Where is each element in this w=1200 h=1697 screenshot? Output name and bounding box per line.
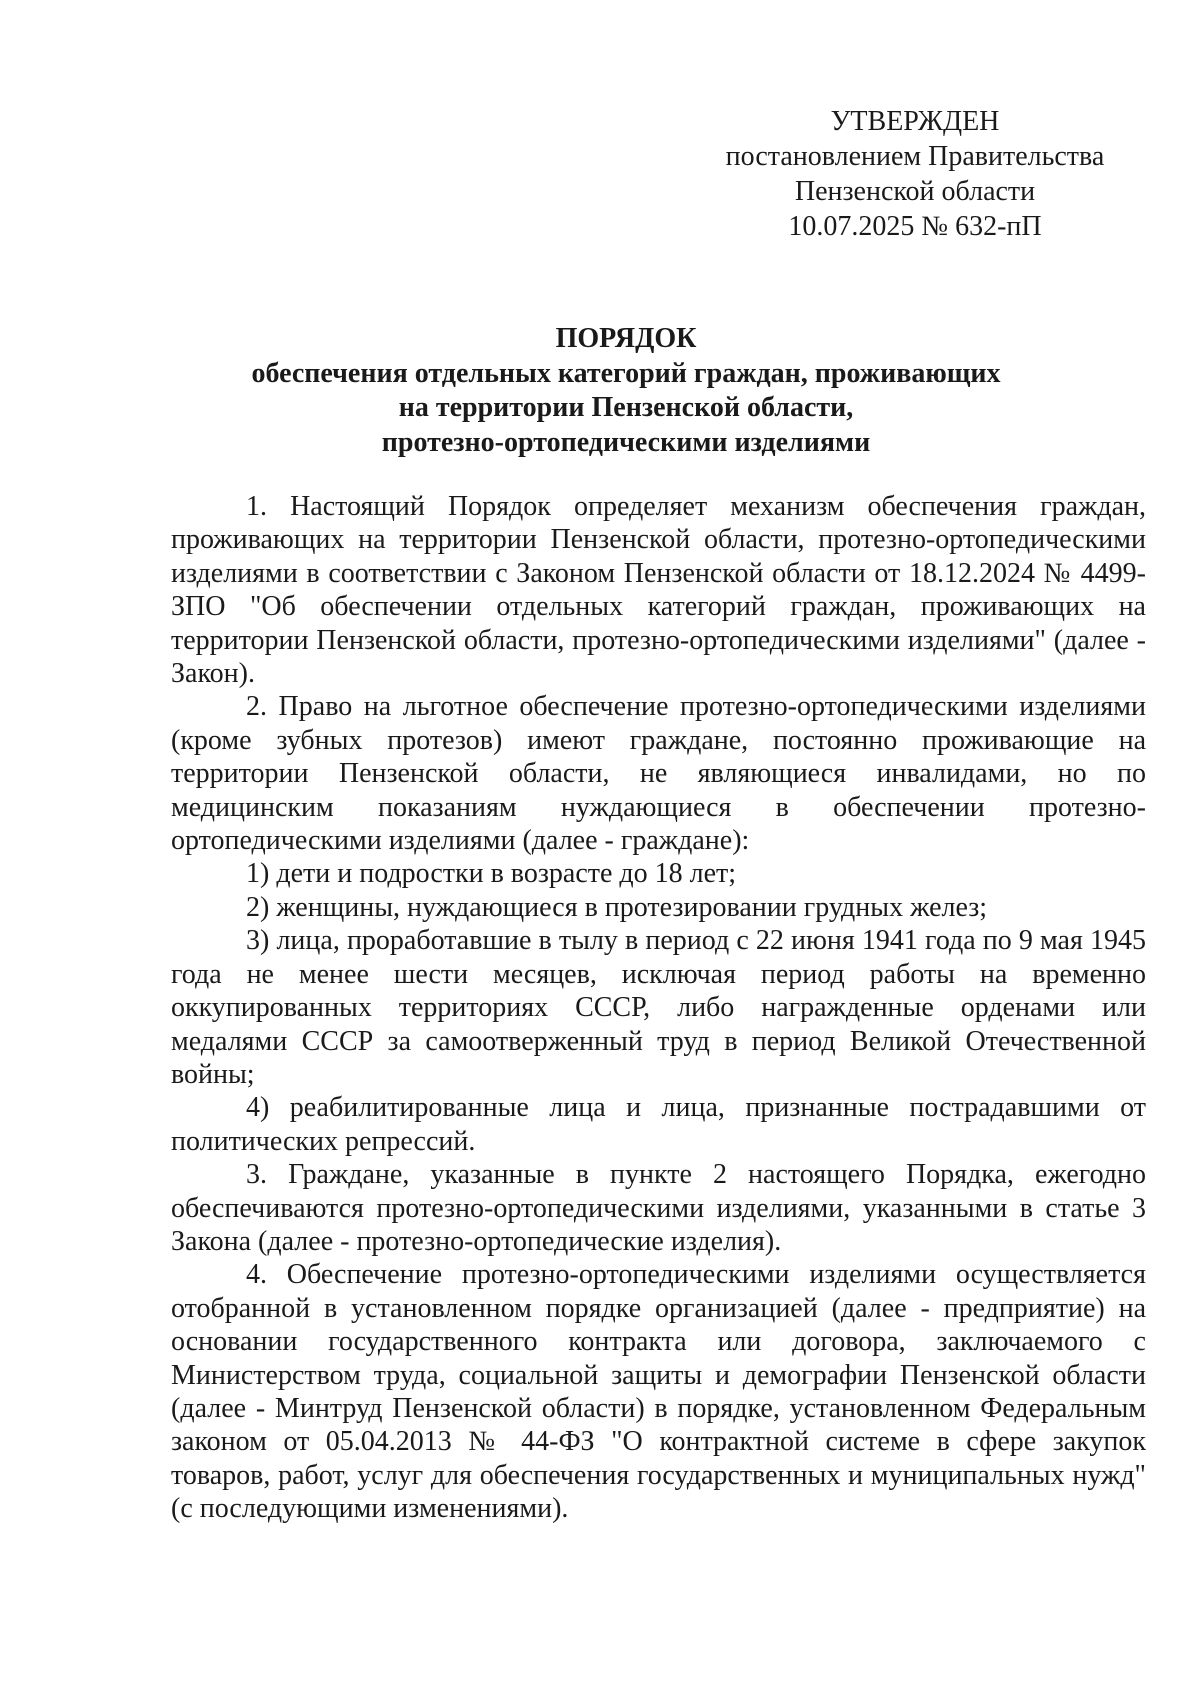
document-body: [171, 490, 1146, 1526]
approval-authority: постановлением Правительства: [725, 141, 1105, 172]
paragraph-1: 1. Настоящий Порядок определяет механизм обеспечения граждан, проживающих на территории Пензенской области, протезно-ортопедическими изделиями в соответствии с Законом Пензенской области от 18.12.2024 № 4499-ЗПО "Об обеспечении отдельных категорий граждан, проживающих на территории Пензенской области, протезно-ортопедическими изделиями" (далее - Закон).: [171, 491, 1146, 690]
list-item-3: 3) лица, проработавшие в тылу в период с 22 июня 1941 года по 9 мая 1945 года не менее шести месяцев, исключая период работы на временно оккупированных территориях СССР, либо награжденные орденами или медалями СССР за самоотверженный труд в период Великой Отечественной войны;: [171, 925, 1146, 1090]
paragraph-3: 3. Граждане, указанные в пункте 2 настоящего Порядка, ежегодно обеспечиваются протезно-ортопедическими изделиями, указанными в статье 3 Закона (далее - протезно-ортопедические изделия).: [171, 1159, 1146, 1257]
list-item-4: 4) реабилитированные лица и лица, признанные пострадавшими от политических репрессий.: [171, 1092, 1146, 1157]
document-heading: ПОРЯДОК: [555, 323, 697, 354]
document-subtitle-line-3: протезно-ортопедическими изделиями: [381, 426, 871, 458]
document-title-block: [170, 322, 1082, 460]
paragraph-4: 4. Обеспечение протезно-ортопедическими изделиями осуществляется отобранной в установленном порядке организацией (далее - предприятие) на основании государственного контракта или договора, заключаемого с Министерством труда, социальной защиты и демографии Пензенской области (далее - Минтруд Пензенской области) в порядке, установленном Федеральным законом от 05.04.2013 № 44-ФЗ "О контрактной системе в сфере закупок товаров, работ, услуг для обеспечения государственных и муниципальных нужд" (с последующими изменениями).: [171, 1259, 1146, 1525]
list-item-2: 2) женщины, нуждающиеся в протезировании грудных желез;: [246, 891, 988, 923]
approval-status: УТВЕРЖДЕН: [830, 106, 1000, 137]
paragraph-2: 2. Право на льготное обеспечение протезно-ортопедическими изделиями (кроме зубных протезов) имеют граждане, постоянно проживающие на территории Пензенской области, не являющиеся инвалидами, но по медицинским показаниям нуждающиеся в обеспечении протезно-ортопедическими изделиями (далее - граждане):: [171, 691, 1146, 857]
document-subtitle-line-2: на территории Пензенской области,: [398, 392, 854, 423]
approval-region: Пензенской области: [794, 176, 1036, 207]
approval-date-number: 10.07.2025 № 632-пП: [788, 211, 1042, 242]
document-subtitle-line-1: обеспечения отдельных категорий граждан, проживающих: [251, 357, 1001, 389]
list-item-1: 1) дети и подростки в возрасте до 18 лет;: [246, 858, 737, 890]
approval-stamp-block: [700, 104, 1130, 244]
